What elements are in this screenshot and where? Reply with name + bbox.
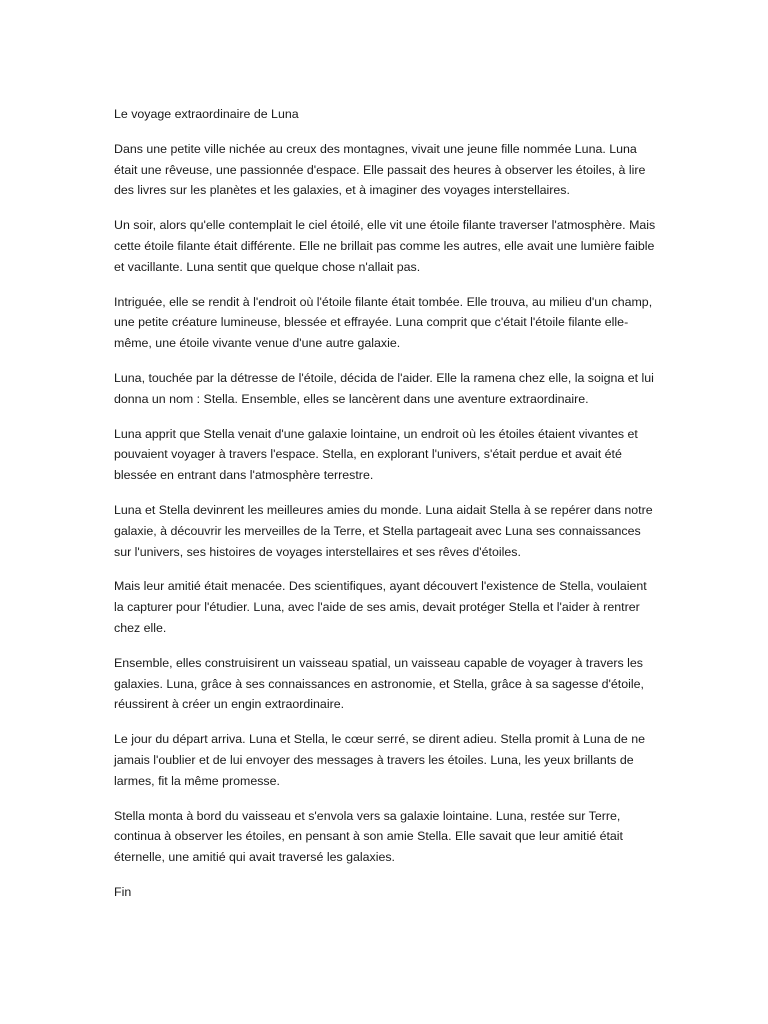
paragraph-1: Dans une petite ville nichée au creux des montagnes, vivait une jeune fille nommée Luna. Luna était une rêveuse, une passionnée d'espace. Elle passait des heures à observer les étoiles, à lire des livres sur les planètes et les galaxies, et à imaginer des voyages interstellaires. — [114, 141, 646, 198]
ending-text: Fin — [114, 884, 132, 899]
paragraph-2: Un soir, alors qu'elle contemplait le ciel étoilé, elle vit une étoile filante traverser l'atmosphère. Mais cette étoile filante était différente. Elle ne brillait pas comme les autres, elle avait une lumière faible et vacillante. Luna sentit que quelque chose n'allait pas. — [114, 218, 656, 274]
paragraph-10: Stella monta à bord du vaisseau et s'envola vers sa galaxie lointaine. Luna, restée sur Terre, continua à observer les étoiles, en pensant à son amie Stella. Elle savait que leur amitié était éternelle, une amitié qui avait traversé les galaxies. — [114, 808, 623, 865]
paragraph-6: Luna et Stella devinrent les meilleures amies du monde. Luna aidait Stella à se repérer dans notre galaxie, à découvrir les merveilles de la Terre, et Stella partageait avec Luna ses connaissances sur l'univers, ses histoires de voyages interstellaires et ses rêves d'étoiles. — [114, 502, 653, 559]
paragraph-8: Ensemble, elles construisirent un vaisseau spatial, un vaisseau capable de voyager à travers les galaxies. Luna, grâce à ses connaissances en astronomie, et Stella, grâce à sa sagesse d'étoile, réussirent à créer un engin extraordinaire. — [114, 655, 644, 712]
paragraph-7: Mais leur amitié était menacée. Des scientifiques, ayant découvert l'existence de Stella, voulaient la capturer pour l'étudier. Luna, avec l'aide de ses amis, devait protéger Stella et l'aider à rentrer chez elle. — [114, 579, 647, 635]
paragraph-5: Luna apprit que Stella venait d'une galaxie lointaine, un endroit où les étoiles étaient vivantes et pouvaient voyager à travers l'espace. Stella, en explorant l'univers, s'était perdue et avait été blessée en entrant dans l'atmosphère terrestre. — [114, 426, 638, 483]
paragraph-3: Intriguée, elle se rendit à l'endroit où l'étoile filante était tombée. Elle trouva, au milieu d'un champ, une petite créature lumineuse, blessée et effrayée. Luna comprit que c'était l'étoile filante elle-même, une étoile vivante venue d'une autre galaxie. — [114, 294, 653, 351]
document-title: Le voyage extraordinaire de Luna — [114, 107, 299, 121]
paragraph-4: Luna, touchée par la détresse de l'étoile, décida de l'aider. Elle la ramena chez elle, la soigna et lui donna un nom : Stella. Ensemble, elles se lancèrent dans une aventure extraordinaire. — [114, 370, 654, 406]
document-page — [114, 104, 659, 903]
paragraph-9: Le jour du départ arriva. Luna et Stella, le cœur serré, se dirent adieu. Stella promit à Luna de ne jamais l'oublier et de lui envoyer des messages à travers les étoiles. Luna, les yeux brillants de larmes, fit la même promesse. — [114, 732, 646, 788]
